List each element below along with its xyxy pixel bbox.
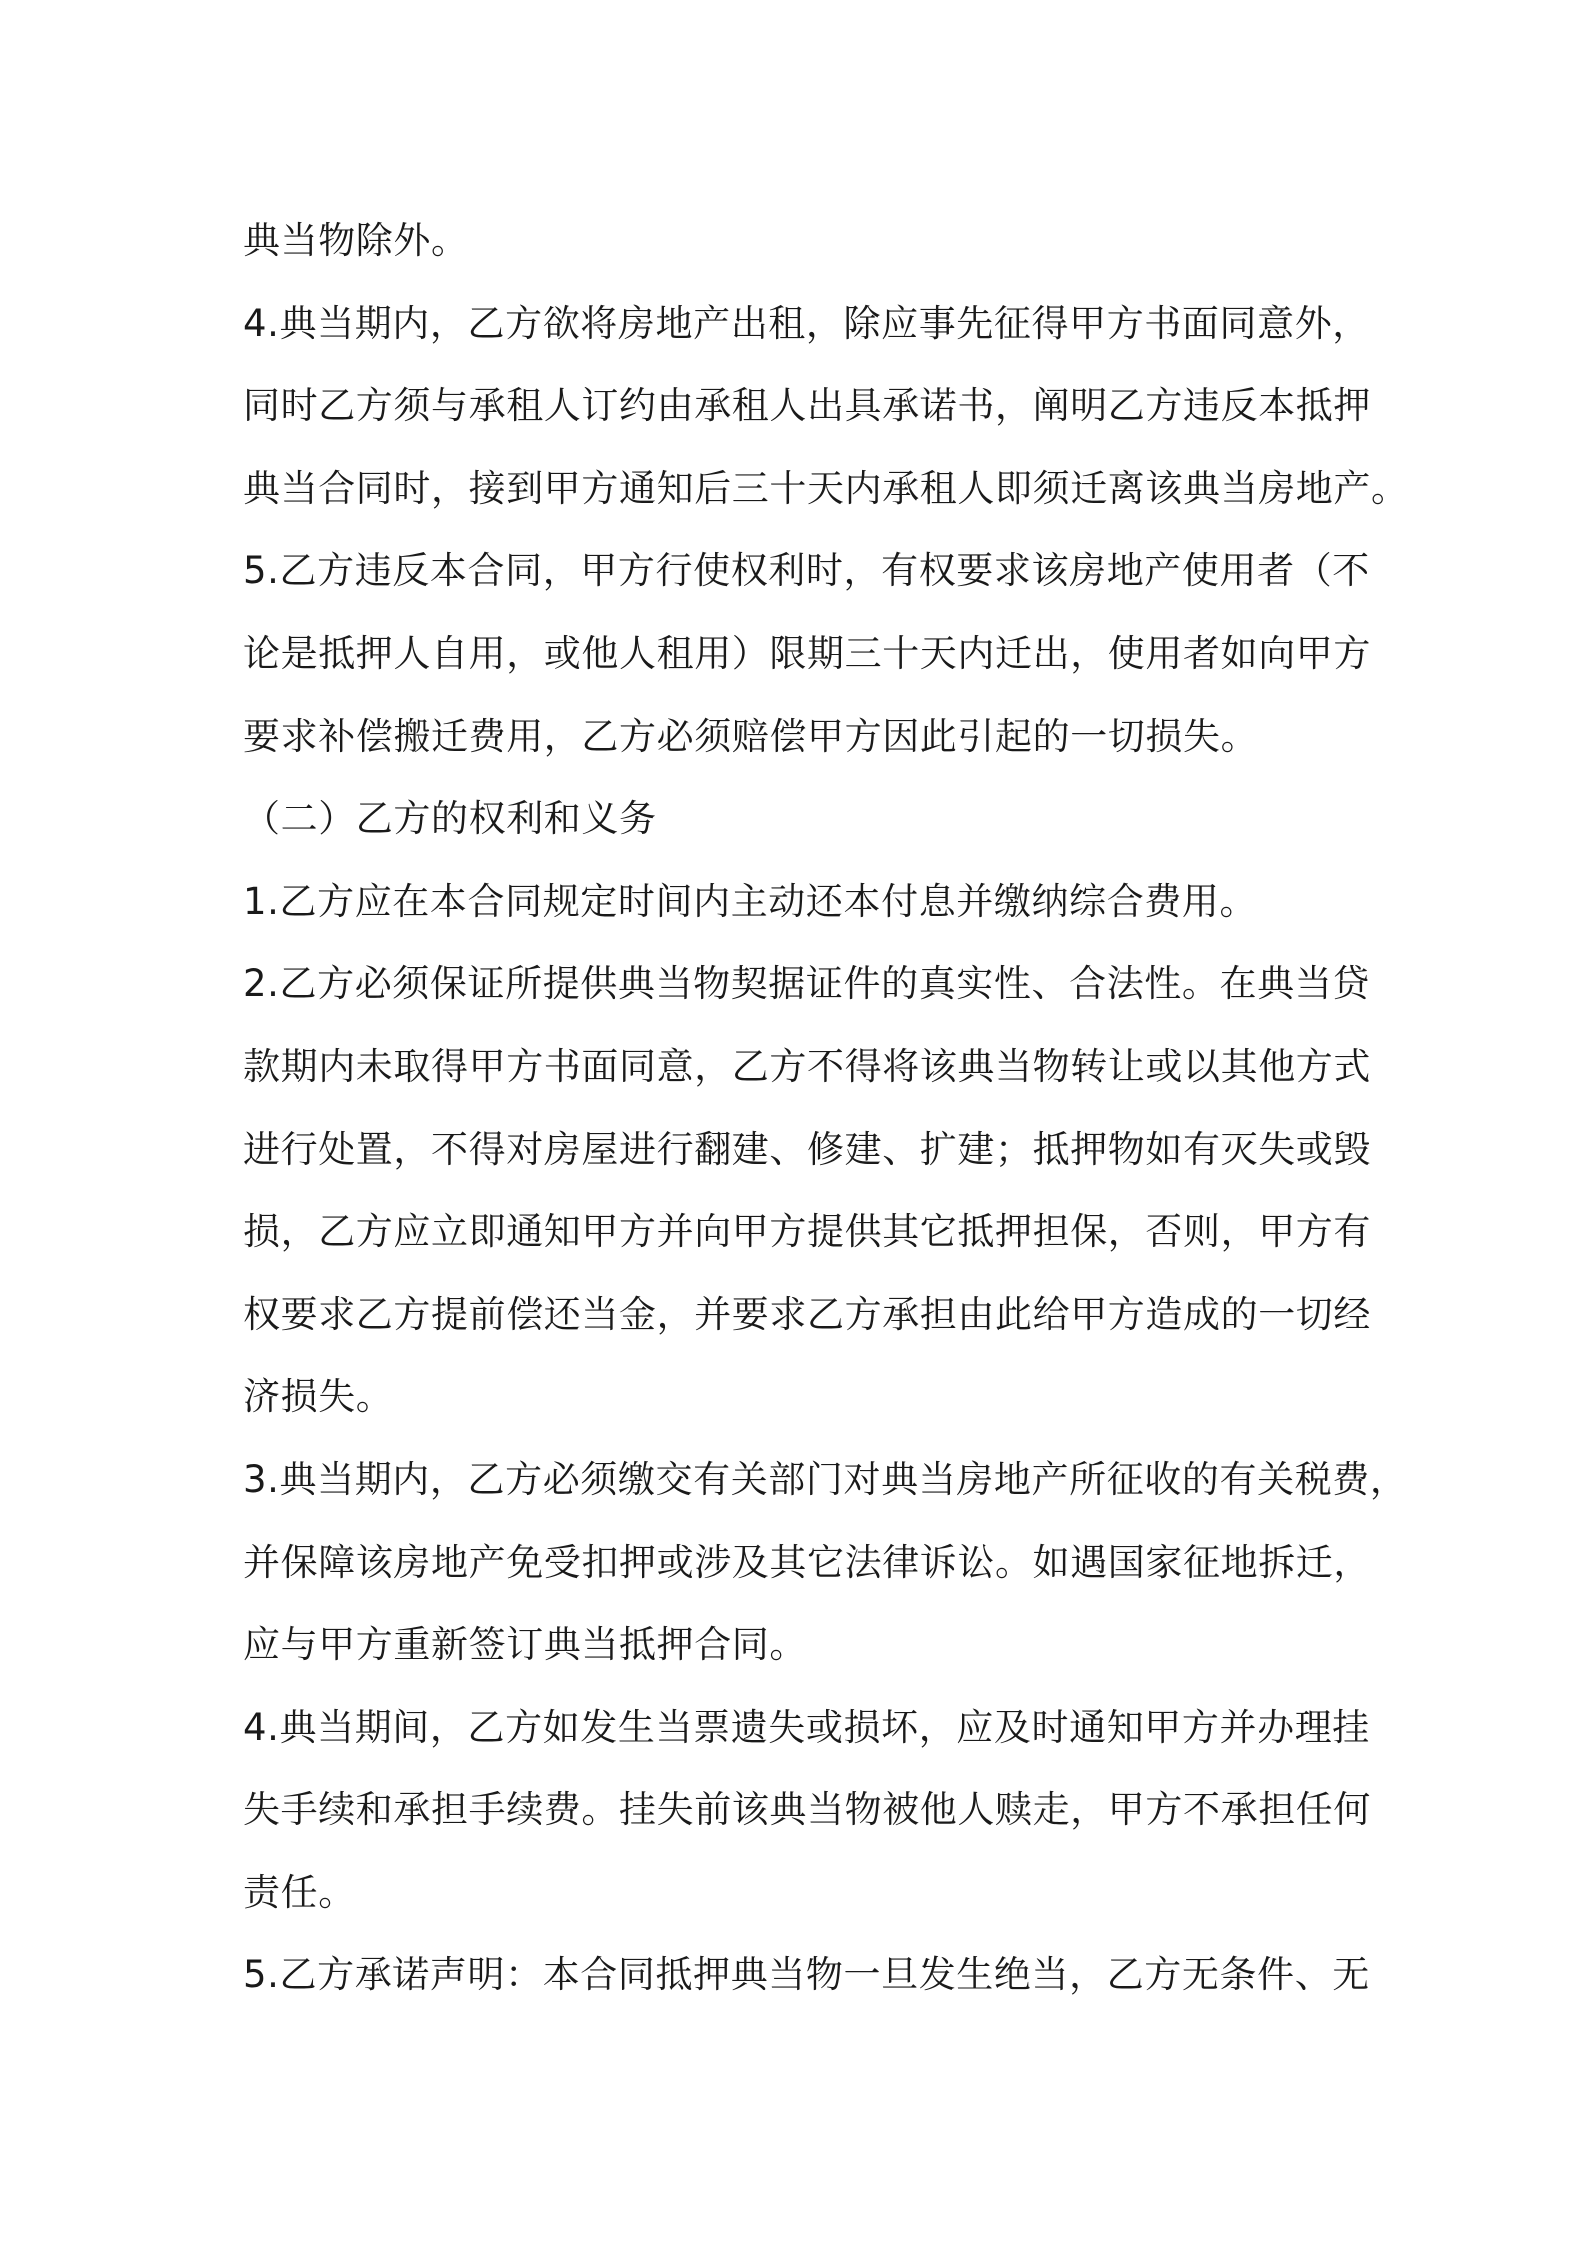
document-body xyxy=(243,200,1409,2017)
text-line: 济损失。 xyxy=(243,1375,394,1419)
text-line: 4.典当期间，乙方如发生当票遗失或损坏，应及时通知甲方并办理挂 xyxy=(243,1705,1370,1749)
text-line: 3.典当期内，乙方必须缴交有关部门对典当房地产所征收的有关税费， xyxy=(243,1457,1408,1501)
text-line: 典当物除外。 xyxy=(243,219,469,262)
text-line: 权要求乙方提前偿还当金，并要求乙方承担由此给甲方造成的一切经 xyxy=(243,1292,1371,1336)
text-line: 2.乙方必须保证所提供典当物契据证件的真实性、合法性。在典当贷 xyxy=(243,962,1370,1006)
text-line: 论是抵押人自用，或他人租用）限期三十天内迁出，使用者如向甲方 xyxy=(243,631,1371,675)
text-line: 4.典当期内，乙方欲将房地产出租，除应事先征得甲方书面同意外， xyxy=(243,301,1370,345)
text-line: 失手续和承担手续费。挂失前该典当物被他人赎走，甲方不承担任何 xyxy=(243,1788,1371,1832)
text-line: 5.乙方违反本合同，甲方行使权利时，有权要求该房地产使用者（不 xyxy=(243,549,1370,593)
text-line: 1.乙方应在本合同规定时间内主动还本付息并缴纳综合费用。 xyxy=(243,879,1258,923)
section-heading: （二）乙方的权利和义务 xyxy=(243,797,657,841)
text-line: 并保障该房地产免受扣押或涉及其它法律诉讼。如遇国家征地拆迁， xyxy=(243,1540,1371,1584)
text-line: 进行处置，不得对房屋进行翻建、修建、扩建；抵押物如有灭失或毁 xyxy=(243,1127,1371,1171)
text-line: 款期内未取得甲方书面同意，乙方不得将该典当物转让或以其他方式 xyxy=(243,1044,1371,1088)
text-line: 要求补偿搬迁费用，乙方必须赔偿甲方因此引起的一切损失。 xyxy=(243,714,1259,758)
text-line: 应与甲方重新签订典当抵押合同。 xyxy=(243,1623,807,1667)
text-line: 责任。 xyxy=(243,1870,356,1914)
text-line: 损，乙方应立即通知甲方并向甲方提供其它抵押担保，否则，甲方有 xyxy=(243,1210,1371,1254)
text-line: 5.乙方承诺声明：本合同抵押典当物一旦发生绝当，乙方无条件、无 xyxy=(243,1953,1370,1997)
text-line: 同时乙方须与承租人订约由承租人出具承诺书，阐明乙方违反本抵押 xyxy=(243,384,1371,428)
text-line: 典当合同时，接到甲方通知后三十天内承租人即须迁离该典当房地产。 xyxy=(243,466,1409,510)
